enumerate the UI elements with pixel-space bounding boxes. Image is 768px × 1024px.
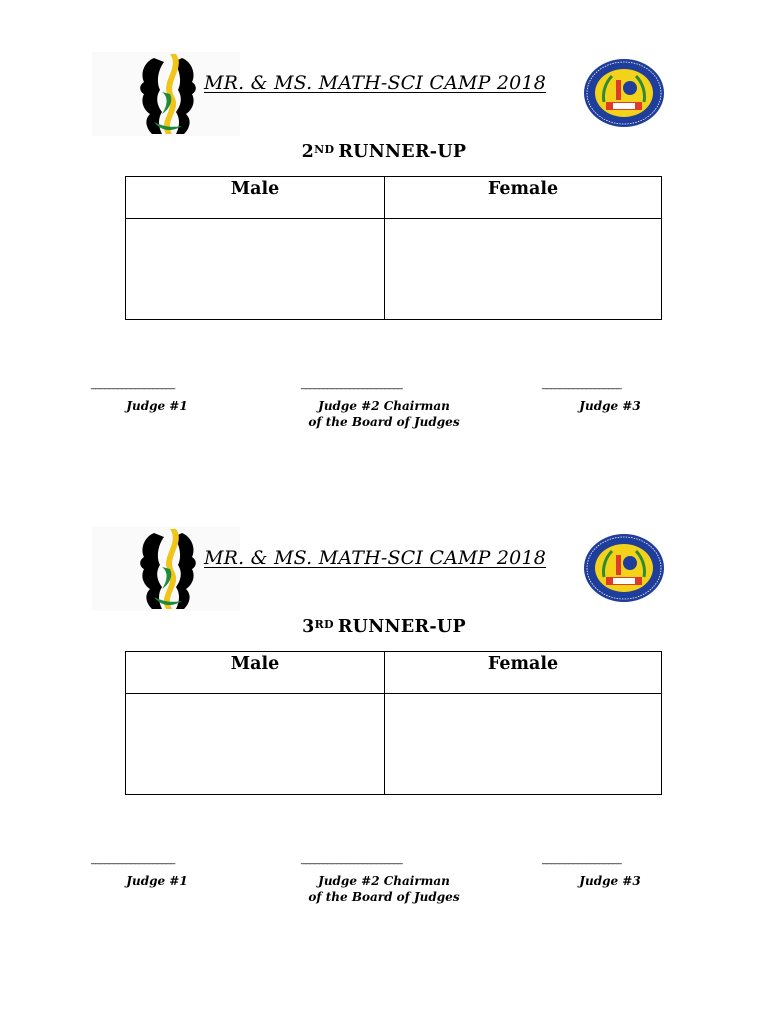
judge-1-label (91, 873, 223, 889)
judge-3-label (540, 873, 680, 889)
event-title: MR. & MS. MATH-SCI CAMP 2018 (204, 72, 547, 94)
male-column-header: Male (126, 652, 385, 694)
ordinal-number: 3 (302, 617, 315, 637)
school-seal (582, 58, 666, 128)
winners-table (125, 651, 662, 795)
award-heading (0, 617, 768, 637)
school-seal (582, 533, 666, 603)
ordinal-suffix: ND (314, 143, 335, 157)
judge-3-signature-line[interactable]: __________________ (542, 854, 622, 865)
ordinal-suffix: RD (314, 618, 334, 632)
judge-2-signature-line[interactable]: _______________________ (301, 379, 403, 390)
award-heading (0, 142, 768, 162)
judge-1-label-text: Judge #1 (126, 399, 188, 413)
judge-2-label-subtext: of the Board of Judges (308, 890, 460, 904)
male-entry-cell[interactable] (126, 694, 385, 795)
event-title: MR. & MS. MATH-SCI CAMP 2018 (204, 547, 547, 569)
female-column-header: Female (385, 652, 662, 694)
judge-2-label-text: Judge #2 Chairman (318, 874, 450, 888)
judge-2-signature-line[interactable]: _______________________ (301, 854, 403, 865)
judge-2-label (284, 873, 484, 905)
award-title: RUNNER-UP (337, 617, 466, 637)
judge-1-label-text: Judge #1 (126, 874, 188, 888)
ordinal-number: 2 (301, 142, 315, 162)
judge-3-label (540, 398, 680, 414)
judge-1-signature-line[interactable]: ___________________ (91, 854, 175, 865)
award-title: RUNNER-UP (338, 142, 467, 162)
judge-2-label (284, 398, 484, 430)
male-column-header: Male (126, 177, 385, 219)
judge-2-label-text: Judge #2 Chairman (318, 399, 450, 413)
judge-3-label-text: Judge #3 (579, 399, 641, 413)
judge-1-label (91, 398, 223, 414)
award-form-2nd-runner-up (0, 48, 768, 448)
award-form-3rd-runner-up (0, 523, 768, 923)
judge-1-signature-line[interactable]: ___________________ (91, 379, 175, 390)
camp-logo (92, 52, 240, 136)
judge-2-label-subtext: of the Board of Judges (308, 415, 460, 429)
female-column-header: Female (385, 177, 662, 219)
judge-3-signature-line[interactable]: __________________ (542, 379, 622, 390)
camp-logo (92, 527, 240, 611)
female-entry-cell[interactable] (385, 219, 662, 320)
judge-3-label-text: Judge #3 (579, 874, 641, 888)
winners-table (125, 176, 662, 320)
female-entry-cell[interactable] (385, 694, 662, 795)
male-entry-cell[interactable] (126, 219, 385, 320)
